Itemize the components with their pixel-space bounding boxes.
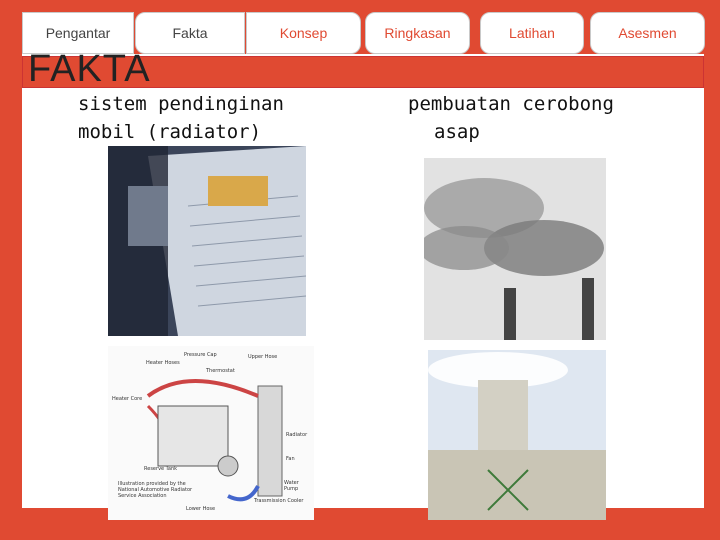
label-radiator: Radiator	[286, 432, 308, 438]
right-caption-line-1: pembuatan cerobong	[408, 93, 614, 115]
cooling-system-diagram	[108, 346, 314, 520]
tab-pengantar[interactable]: Pengantar	[22, 12, 134, 54]
tab-ringkasan[interactable]: Ringkasan	[365, 12, 470, 54]
smokestack-photo-2	[428, 350, 606, 520]
label-upper-hose: Upper Hose	[248, 354, 278, 360]
label-heater-core: Heater Core	[112, 396, 143, 402]
label-reserve-tank: Reserve Tank	[144, 466, 178, 472]
label-lower-hose: Lower Hose	[186, 506, 216, 512]
tab-fakta[interactable]: Fakta	[135, 12, 245, 54]
slide-title: FAKTA	[28, 48, 151, 90]
smokestack-photo-1	[424, 158, 606, 340]
radiator-photo	[108, 146, 306, 336]
label-fan: Fan	[286, 456, 295, 462]
label-transmission-cooler: Trassmission Cooler	[254, 498, 304, 504]
label-heater-hoses: Heater Hoses	[146, 360, 180, 366]
label-pressure-cap: Pressure Cap	[184, 352, 217, 358]
tab-latihan[interactable]: Latihan	[480, 12, 584, 54]
right-caption-line-2: asap	[434, 121, 480, 143]
tab-konsep[interactable]: Konsep	[246, 12, 361, 54]
right-caption	[408, 90, 658, 146]
left-caption-line-1: sistem pendinginan	[78, 93, 284, 115]
label-thermostat: Thermostat	[206, 368, 235, 374]
left-caption	[78, 90, 338, 146]
left-caption-line-2: mobil (radiator)	[78, 121, 262, 143]
tab-asesmen[interactable]: Asesmen	[590, 12, 705, 54]
diagram-credit: Illustration provided by the National Automotive Radiator Service Association	[118, 481, 193, 499]
label-water-pump: Water Pump	[284, 480, 299, 492]
